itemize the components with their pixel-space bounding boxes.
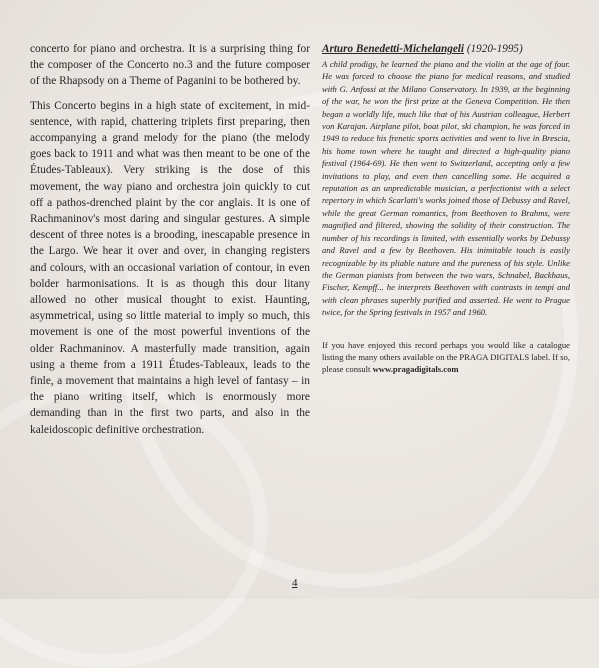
- paragraph-intro: concerto for piano and orchestra. It is a surprising thing for the composer of the Concerto no.3 and the future composer of the Rhapsody on a Theme of Paganini to be bothered by.: [30, 43, 310, 88]
- pianist-name: Arturo Benedetti-Michelangeli: [322, 43, 465, 55]
- pianist-heading: [322, 42, 570, 56]
- page-number: 4: [292, 577, 298, 589]
- left-column: [30, 41, 310, 446]
- right-column: [322, 42, 570, 376]
- pianist-biography: A child prodigy, he learned the piano and the violin at the age of four. He was forced to choose the piano for medical reasons, and studied with G. Anfossi at the Milano Conservatory. In 1939, at the beginning of the war, he won the first prize at the Geneva Competition. He then began a worldly life, much like that of his Austrian colleague, Herbert von Karajan. Airplane pilot, boat pilot, ski champion, he was forced in 1949 to reduce his frenetic sports activities and went to live in Brescia, his home town where he taught and directed a high-quality piano festival (1964-69). He then went to Switzerland, accepting only a few invitations to play, and even then cancelling some. He acquired a reputation as an unpredictable musician, a perfectionist with a select repertory in which Scarlatti's works joined those of Debussy and Ravel, while the great German romantics, from Beethoven to Brahms, were magnified and filtered, showing the solidity of their construction. The number of his recordings is limited, with essentially works by Debussy and Ravel and a few by Beethoven. His inimitable touch is easily recognizable by its pliable nature and the pureness of his style. Unlike the German pianists from between the two wars, Schnabel, Backhaus, Fischer, Kempff... he interprets Beethoven with contrasts in tempi and with clean phrases superbly purified and asserted. He went to Prague twice, for the Spring festivals in 1957 and 1960.: [322, 59, 570, 318]
- catalogue-notice: [322, 339, 570, 376]
- pianist-dates: (1920-1995): [464, 43, 523, 55]
- paragraph-concerto: This Concerto begins in a high state of excitement, in mid-sentence, with rapid, chattering triplets first preparing, then accompanying a grand melody for the piano (the melody goes back to 1911 and what was then meant to be one of the Études-Tableaux). Very striking is the dose of this movement, the way piano and orchestra join quickly to cut off a pathos-drenched plaint by the cor anglais. It is one of Rachmaninov's most daring and singular gestures. A simple descent of three notes is a brooding, inescapable presence in the Largo. We hear it over and over, in changing registers and colours, with an occasional variation of contour, in even bolder harmonisations. It is as though this dour litany allowed no other musical thought to exist. Haunting, asymmetrical, using so little material to imply so much, this movement is one of the most powerful inventions of the older Rachmaninov. A masterfully made transition, again using a theme from a 1911 Études-Tableaux, leads to the finle, a movement that maintains a high level of fantasy – in the piano writing itself, which is enormously more demanding than in the first two parts, and also in the kaleidoscopic definitive orchestration.: [30, 99, 310, 436]
- website-link[interactable]: www.pragadigitals.com: [372, 364, 459, 375]
- catalogue-text: If you have enjoyed this record perhaps you would like a catalogue listing the many others available on the PRAGA DIGITALS label. If so, please consult: [322, 339, 570, 375]
